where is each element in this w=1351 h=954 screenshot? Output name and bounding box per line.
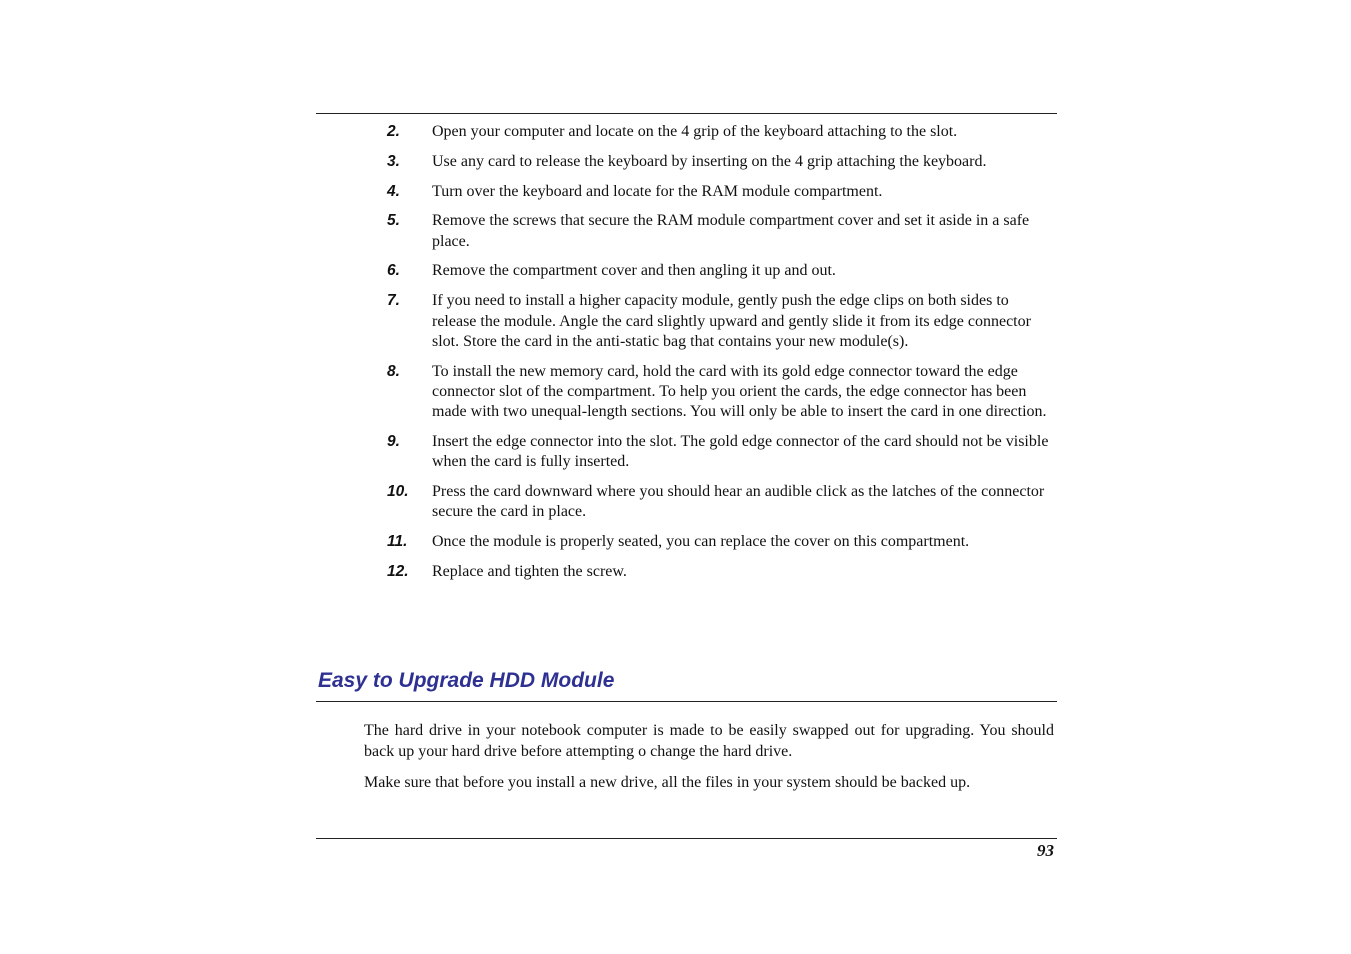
step-text: Open your computer and locate on the 4 grip of the keyboard attaching to the slot. [432,123,958,140]
step-item [316,152,1057,172]
step-item [316,211,1057,252]
step-text: Insert the edge connector into the slot. The gold edge connector of the card should not be visible when the card is fully inserted. [432,433,1049,471]
step-text: Press the card downward where you should hear an audible click as the latches of the connector secure the card in place. [432,483,1045,521]
step-number: 12. [387,563,409,581]
step-text: Remove the compartment cover and then angling it up and out. [432,262,836,280]
step-text: Replace and tighten the screw. [432,563,627,581]
step-item [316,261,1057,281]
step-number: 9. [387,433,400,451]
step-item [316,482,1057,523]
section-rule [316,701,1057,702]
step-text: Remove the screws that secure the RAM module compartment cover and set it aside in a safe place. [432,212,1030,250]
step-text: Once the module is properly seated, you can replace the cover on this compartment. [432,533,970,551]
step-number: 3. [387,152,400,170]
steps-list [316,122,1057,592]
section-heading: Easy to Upgrade HDD Module [318,669,615,692]
step-number: 6. [387,262,400,280]
step-number: 10. [387,483,409,501]
step-number: 4. [387,182,400,200]
body-paragraph: The hard drive in your notebook computer is made to be easily swapped out for upgrading. You should back up your hard drive before attempting o change the hard drive. [364,722,1054,760]
step-number: 5. [387,212,400,230]
header-rule [316,113,1057,114]
footer-rule [316,838,1057,839]
step-number: 8. [387,362,400,380]
step-item [316,182,1057,202]
section-body [364,720,1054,803]
step-number: 2. [387,123,400,140]
step-number: 7. [387,292,400,310]
step-item [316,562,1057,582]
step-text: To install the new memory card, hold the card with its gold edge connector toward the edge connector slot of the compartment. To help you orient the cards, the edge connector has been made with two unequal-length sections. You will only be able to insert the card in one direction. [432,362,1047,421]
step-number: 11. [387,533,408,551]
page-number: 93 [1037,841,1054,860]
step-item [316,362,1057,423]
step-item [316,432,1057,473]
step-item [316,122,1057,142]
body-paragraph: Make sure that before you install a new drive, all the files in your system should be backed up. [364,774,971,791]
step-text: Turn over the keyboard and locate for the RAM module compartment. [432,182,883,200]
step-text: Use any card to release the keyboard by inserting on the 4 grip attaching the keyboard. [432,152,987,170]
step-text: If you need to install a higher capacity module, gently push the edge clips on both sides to release the module. Angle the card slightly upward and gently slide it from its edge connector slot. Store the card in the anti-static bag that contains your new module(s). [432,292,1031,350]
step-item [316,532,1057,552]
step-item [316,291,1057,352]
